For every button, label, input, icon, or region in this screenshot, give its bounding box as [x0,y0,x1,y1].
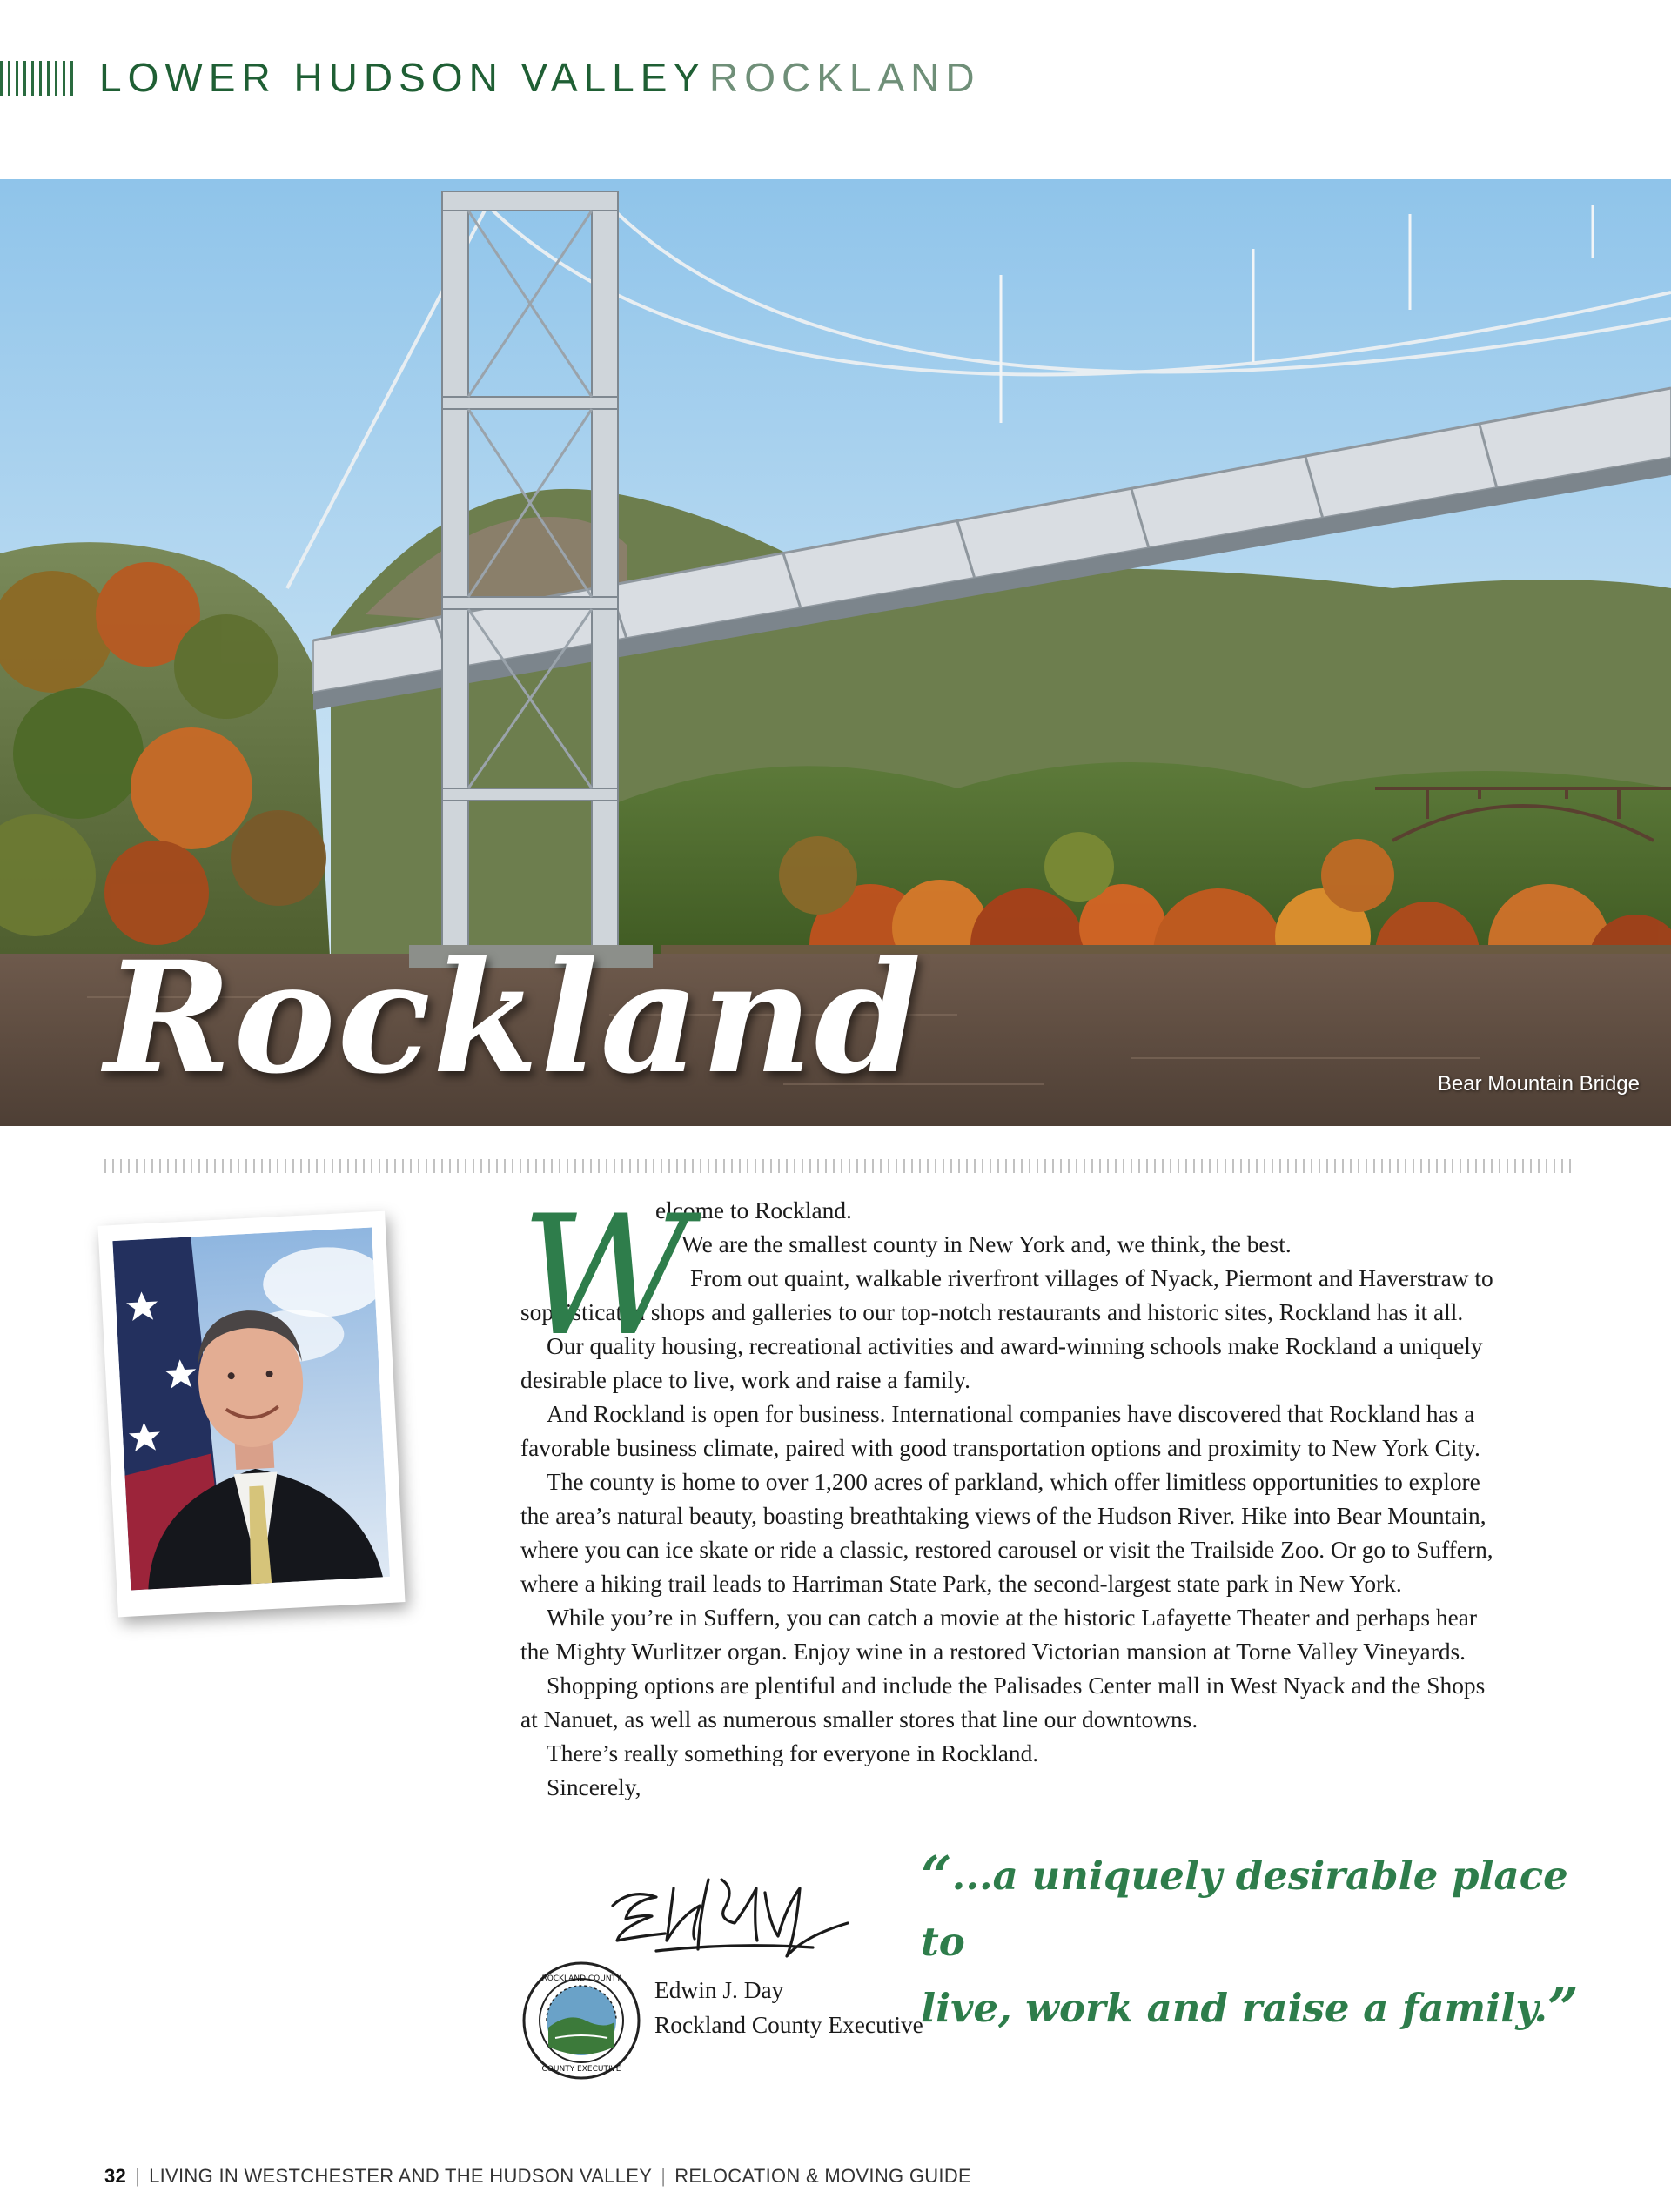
letter-line: the area’s natural beauty, boasting breathtaking views of the Hudson River. Hike into Bear Mountain, [520,1503,1486,1529]
header-bars-ornament [0,61,75,96]
open-quote-mark: “ [921,1844,952,1907]
letter-line: While you’re in Suffern, you can catch a movie at the historic Lafayette Theater and perhaps hear [547,1605,1478,1631]
letter-line: at Nanuet, as well as numerous smaller stores that line our downtowns. [520,1706,1198,1733]
pull-quote-text-1: ...a uniquely desirable place to [921,1853,1568,1965]
hero-title: Rockland [104,928,923,1108]
letter-line: We are the smallest county in New York and, we think, the best. [681,1231,1292,1257]
section-title: RELOCATION & MOVING GUIDE [674,2165,972,2187]
svg-text:COUNTY EXECUTIVE: COUNTY EXECUTIVE [541,2065,621,2074]
footer-separator: | [661,2165,667,2187]
letter-line: where a hiking trail leads to Harriman State Park, the second-largest state park in New York. [520,1571,1402,1597]
executive-portrait [97,1211,405,1618]
letter-line: Shopping options are plentiful and include the Palisades Center mall in West Nyack and the Shops [547,1672,1486,1699]
svg-text:ROCKLAND COUNTY: ROCKLAND COUNTY [541,1974,621,1983]
photo-caption: Bear Mountain Bridge [1437,1072,1640,1096]
letter-line: From out quaint, walkable riverfront villages of Nyack, Piermont and Haverstraw to [690,1265,1493,1291]
signer-name: Edwin J. Day [654,1977,784,2003]
letter-line: Sincerely, [547,1774,641,1800]
pull-quote-text-2: live, work and raise a family. [921,1985,1547,2031]
pull-quote-line-2 [921,1975,1617,2041]
header-county: ROCKLAND [709,55,981,100]
letter-line: The county is home to over 1,200 acres of parkland, which offer limitless opportunities to explore [547,1469,1480,1495]
publication-title: LIVING IN WESTCHESTER AND THE HUDSON VALLEY [149,2165,653,2187]
dropcap-letter: W [520,1180,691,1372]
letter-line: sophisticated shops and galleries to our top-notch restaurants and historic sites, Rockland has it all. [520,1299,1464,1325]
portrait-photo [112,1227,390,1590]
letter-line: the Mighty Wurlitzer organ. Enjoy wine in a restored Victorian mansion at Torne Valley Vineyards. [520,1639,1466,1665]
letter-line: where you can ice skate or ride a classic, restored carousel or visit the Trailside Zoo. Or go to Suffern, [520,1537,1493,1563]
hero-photo [0,179,1671,1126]
section-divider [104,1159,1572,1173]
pull-quote [921,1843,1617,2041]
letter-line: favorable business climate, paired with good transportation options and proximity to New York City. [520,1435,1480,1461]
county-executive-seal [520,1960,642,2081]
page-number: 32 [104,2165,127,2187]
letter-line: There’s really something for everyone in Rockland. [547,1740,1039,1766]
welcome-letter [520,1180,1568,1805]
page-header [0,52,1671,104]
pull-quote-line-1 [921,1843,1617,1975]
header-region: LOWER HUDSON VALLEY [99,55,707,100]
letter-line: Our quality housing, recreational activities and award-winning schools make Rockland a uniquely [547,1333,1483,1359]
letter-line: elcome to Rockland. [655,1197,852,1223]
page-footer [104,2165,971,2188]
handwritten-signature [604,1853,856,1967]
close-quote-mark: ” [1547,1976,1579,2040]
letter-line: And Rockland is open for business. International companies have discovered that Rockland has a [547,1401,1475,1427]
footer-separator: | [135,2165,141,2187]
letter-line: desirable place to live, work and raise a family. [520,1367,970,1393]
signer-title: Rockland County Executive [654,2012,923,2038]
